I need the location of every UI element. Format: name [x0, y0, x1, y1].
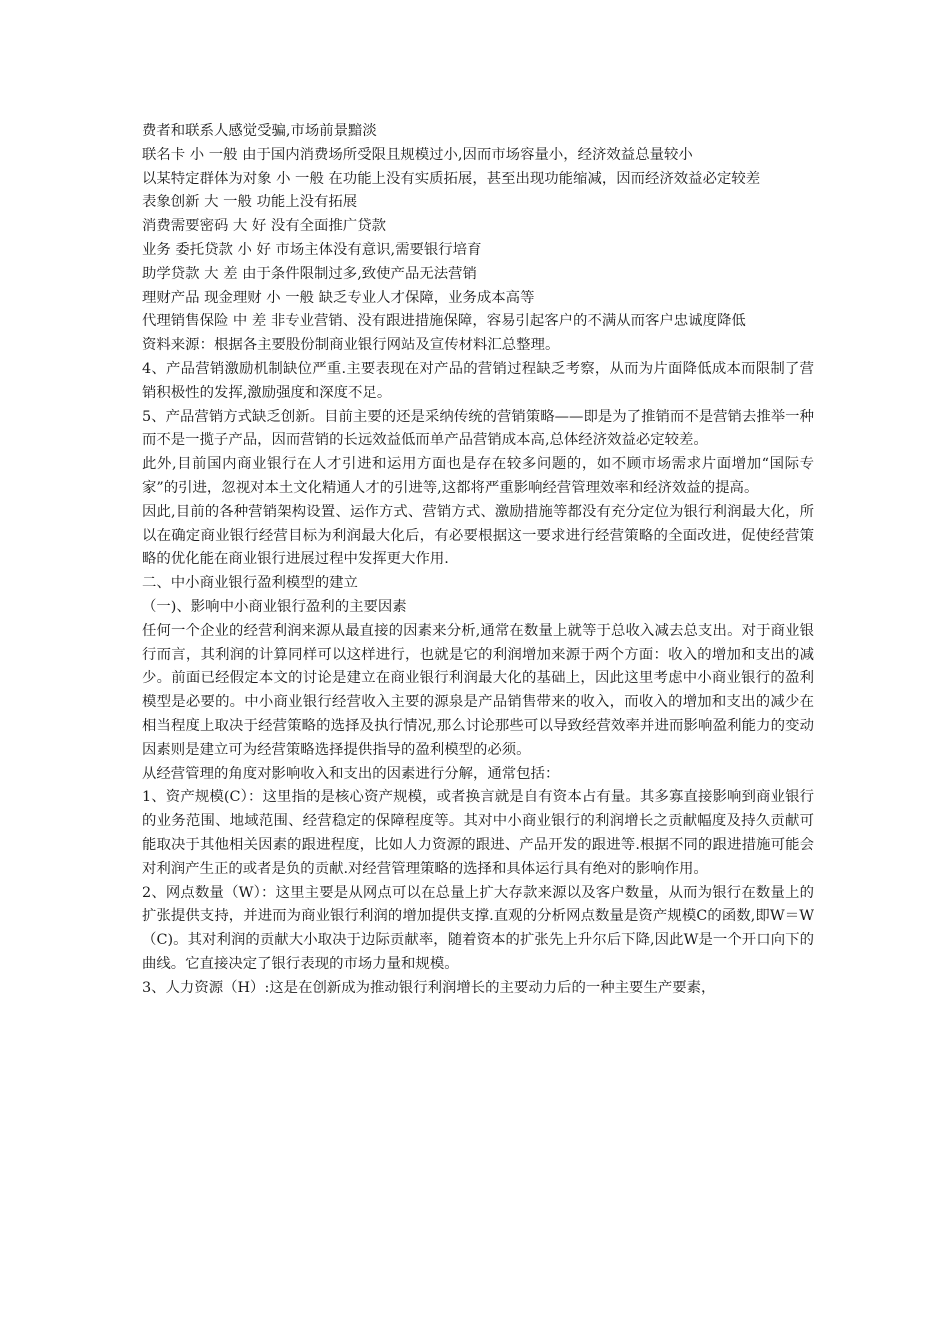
table-row-text: 以某特定群体为对象 小 一般 在功能上没有实质拓展，甚至出现功能缩减，因而经济效益必定较差	[142, 170, 761, 187]
table-row-text: 业务 委托贷款 小 好 市场主体没有意识,需要银行培育	[142, 241, 482, 258]
paragraph: 1、资产规模(C）：这里指的是核心资产规模，或者换言就是自有资本占有量。其多寡直接影响到商业银行的业务范围、地域范围、经营稳定的保障程度等。其对中小商业银行的利润增长之贡献幅度及持久贡献可能取决于其他相关因素的跟进程度，比如人力资源的跟进、产品开发的跟进等.根据不同的跟进措施可能会对利润产生正的或者是负的贡献.对经营管理策略的选择和具体运行具有绝对的影响作用。	[142, 789, 814, 877]
paragraph: 费者和联系人感觉受骗,市场前景黯淡	[142, 123, 377, 139]
paragraph: 任何一个企业的经营利润来源从最直接的因素来分析,通常在数量上就等于总收入减去总支出。对于商业银行而言，其利润的计算同样可以这样进行，也就是它的利润增加来源于两个方面：收入的增加和支出的减少。前面已经假定本文的讨论是建立在商业银行利润最大化的基础上，因此这里考虑中小商业银行的盈利模型是必要的。中小商业银行经营收入主要的源泉是产品销售带来的收入，而收入的增加和支出的减少在相当程度上取决于经营策略的选择及执行情况,那么讨论那些可以导致经营效率并进而影响盈利能力的变动因素则是建立可为经营策略选择提供指导的盈利模型的必须。	[142, 622, 814, 758]
paragraph: 3、人力资源（H）:这是在创新成为推动银行利润增长的主要动力后的一种主要生产要素，	[142, 979, 716, 996]
paragraph: 5、产品营销方式缺乏创新。目前主要的还是采纳传统的营销策略——即是为了推销而不是营销去推举一种而不是一揽子产品，因而营销的长远效益低而单产品营销成本高,总体经济效益必定较差。	[142, 408, 814, 449]
table-row-text: 消费需要密码 大 好 没有全面推广贷款	[142, 218, 386, 235]
table-row-text: 代理销售保险 中 差 非专业营销、没有跟进措施保障，容易引起客户的不满从而客户忠诚度降低	[142, 313, 746, 330]
table-row-text: 表象创新 大 一般 功能上没有拓展	[142, 194, 358, 211]
subsection-heading: （一)、影响中小商业银行盈利的主要因素	[142, 598, 407, 615]
document-body	[142, 120, 814, 1000]
source-note: 资料来源：根据各主要股份制商业银行网站及宣传材料汇总整理。	[142, 337, 560, 354]
paragraph: 此外,目前国内商业银行在人才引进和运用方面也是存在较多问题的，如不顾市场需求片面增加“国际专家”的引进，忽视对本土文化精通人才的引进等,这都将严重影响经营管理效率和经济效益的提高。	[142, 456, 814, 496]
paragraph: 2、网点数量（W）：这里主要是从网点可以在总量上扩大存款来源以及客户数量，从而为银行在数量上的扩张提供支持，并进而为商业银行利润的增加提供支撑.直观的分析网点数量是资产规模C的函数,即W＝W（C)。其对利润的贡献大小取决于边际贡献率，随着资本的扩张先上升尔后下降,因此W是一个开口向下的曲线。它直接决定了银行表现的市场力量和规模。	[142, 884, 814, 972]
paragraph: 从经营管理的角度对影响收入和支出的因素进行分解，通常包括：	[142, 765, 560, 782]
section-heading: 二、中小商业银行盈利模型的建立	[142, 575, 358, 592]
paragraph: 4、产品营销激励机制缺位严重.主要表现在对产品的营销过程缺乏考察，从而为片面降低成本而限制了营销积极性的发挥,激励强度和深度不足。	[142, 360, 814, 401]
table-row-text: 联名卡 小 一般 由于国内消费场所受限且规模过小,因而市场容量小，经济效益总量较小	[142, 146, 693, 163]
paragraph: 因此,目前的各种营销架构设置、运作方式、营销方式、激励措施等都没有充分定位为银行利润最大化，所以在确定商业银行经营目标为利润最大化后，有必要根据这一要求进行经营策略的全面改进，促使经营策略的优化能在商业银行进展过程中发挥更大作用.	[142, 503, 814, 568]
table-row-text: 理财产品 现金理财 小 一般 缺乏专业人才保障，业务成本高等	[142, 289, 535, 306]
table-row-text: 助学贷款 大 差 由于条件限制过多,致使产品无法营销	[142, 265, 477, 282]
